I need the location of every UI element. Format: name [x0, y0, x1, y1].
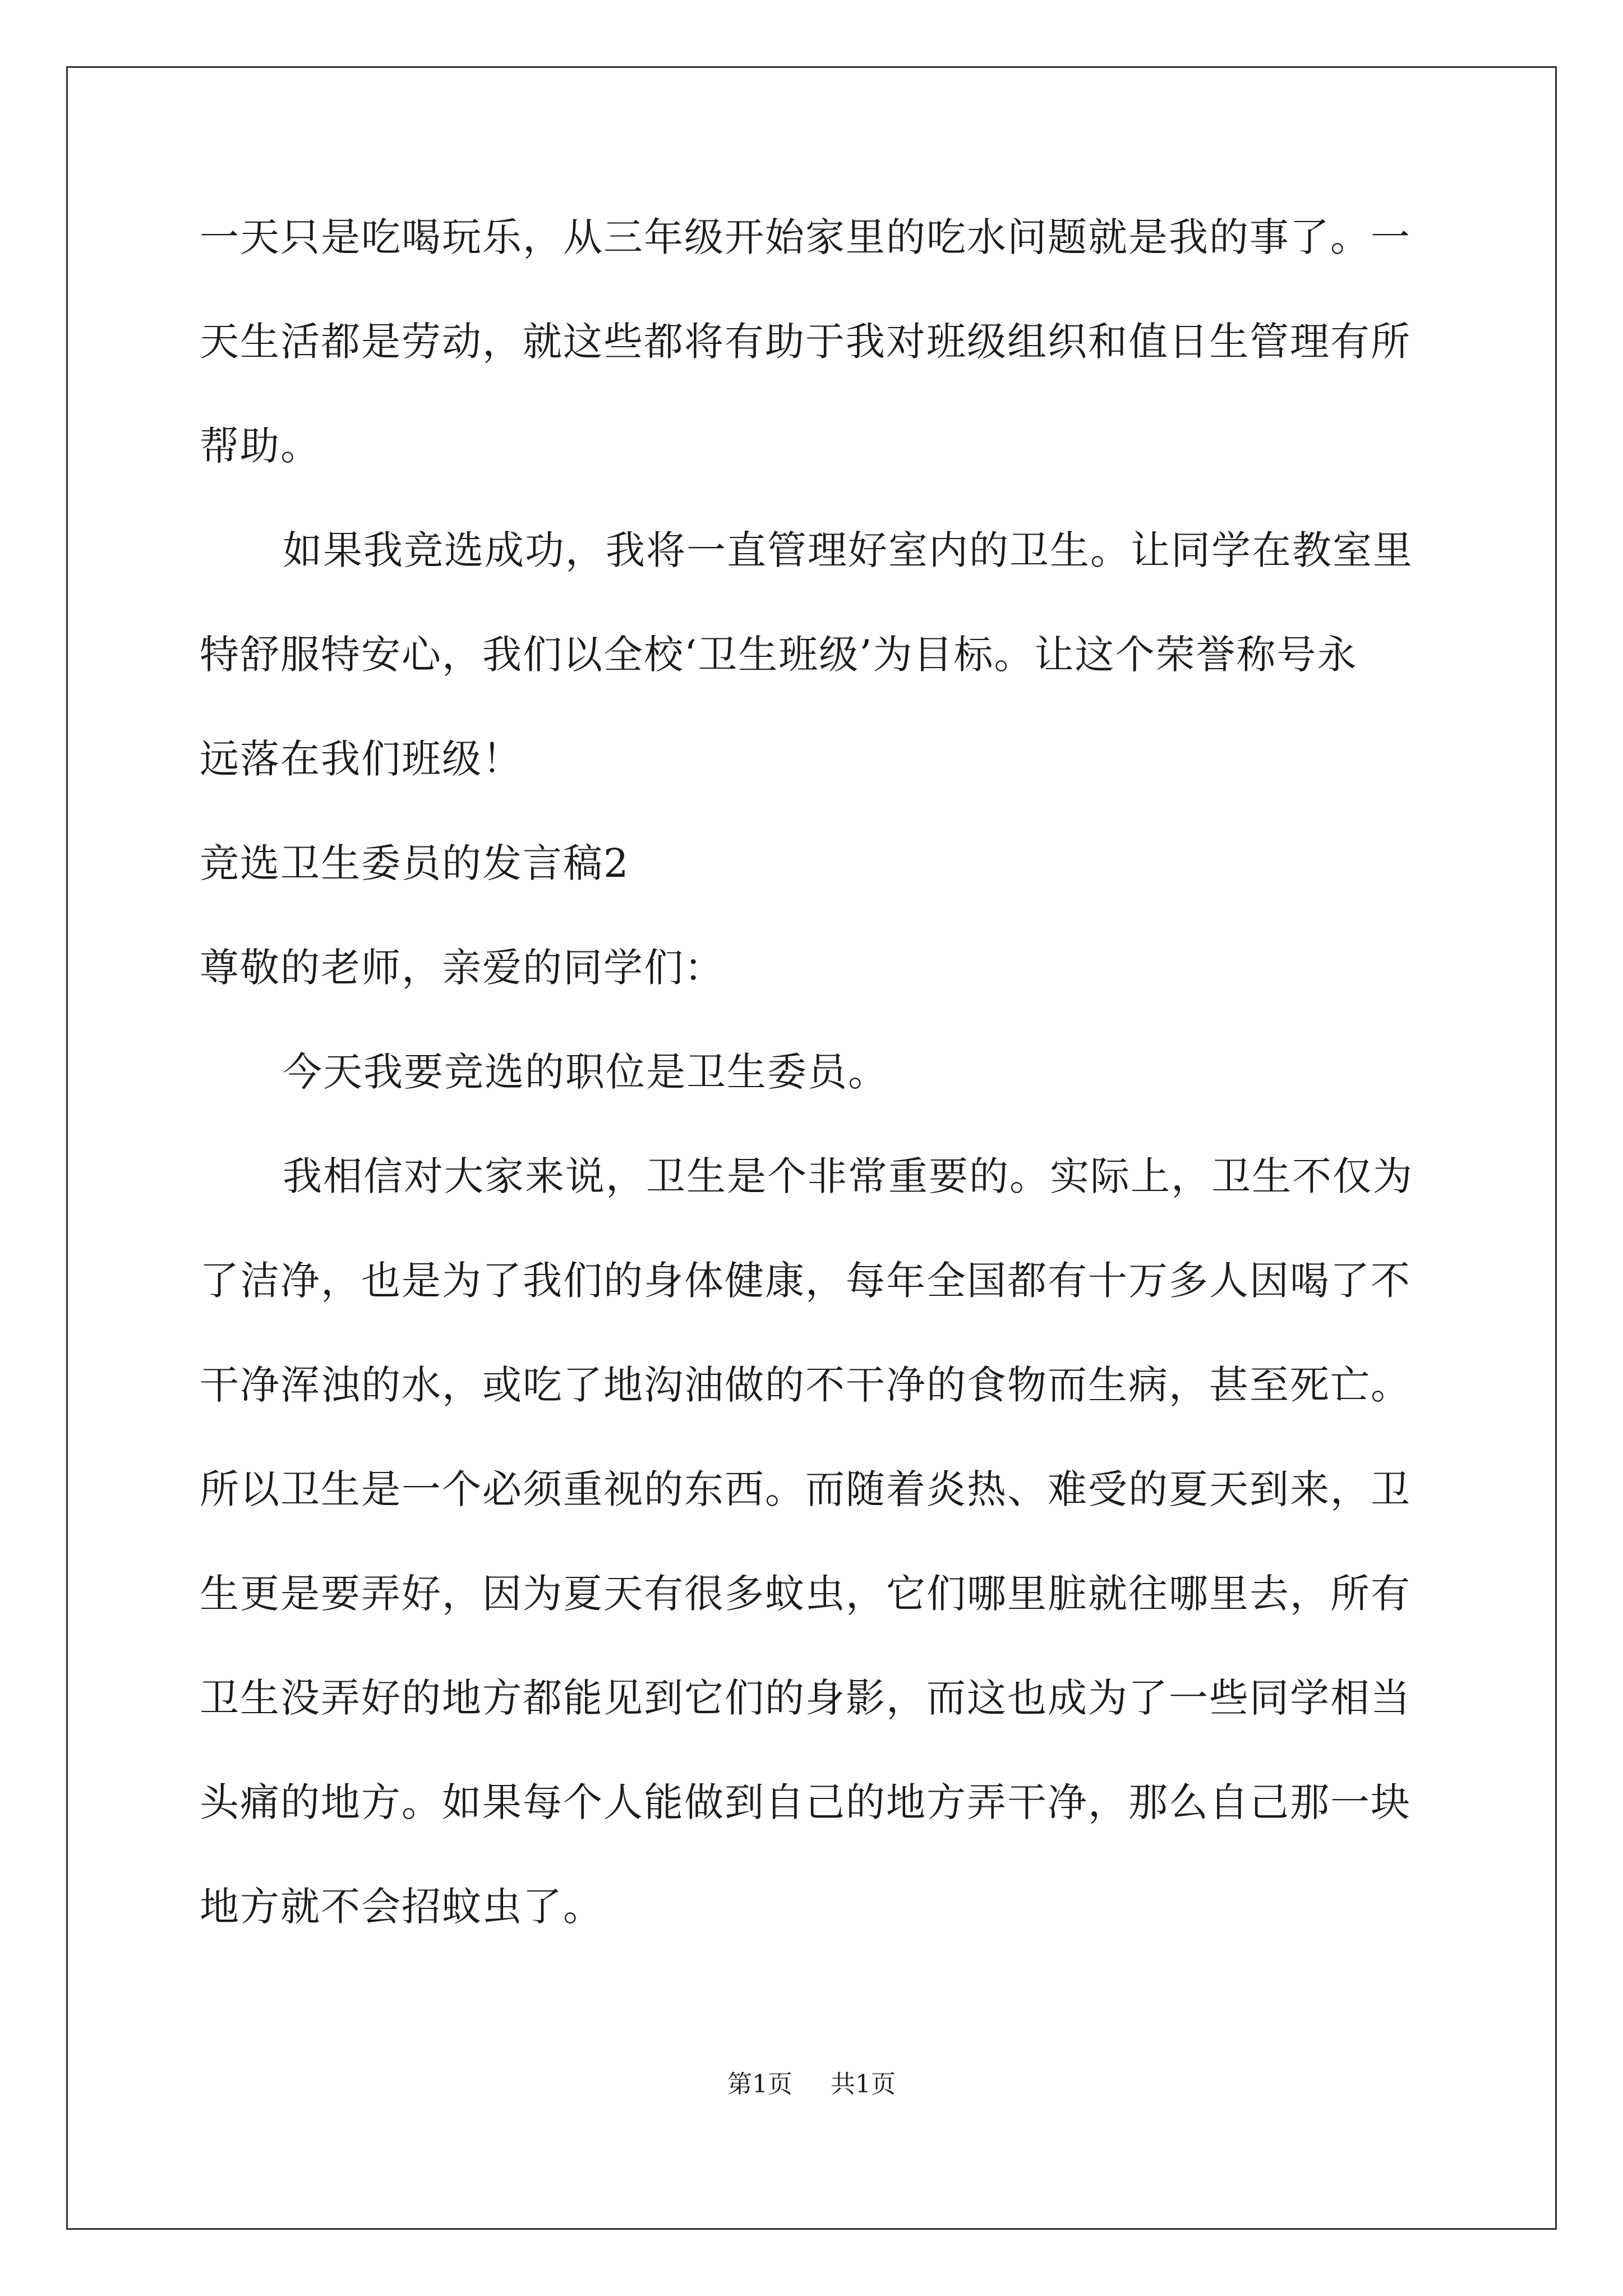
- text-line: 了洁净，也是为了我们的身体健康，每年全国都有十万多人因喝了不: [200, 1258, 1411, 1304]
- text-line: 特舒服特安心，我们以全校‘卫生班级’为目标。让这个荣誉称号永: [200, 632, 1358, 678]
- page-footer: [0, 2068, 1623, 2101]
- text-line: 卫生没弄好的地方都能见到它们的身影，而这也成为了一些同学相当: [200, 1675, 1411, 1721]
- text-line: 干净浑浊的水，或吃了地沟油做的不干净的食物而生病，甚至死亡。: [200, 1362, 1411, 1408]
- section-heading: 竞选卫生委员的发言稿2: [200, 840, 630, 886]
- page-count: 共1页: [831, 2070, 896, 2099]
- text-line: 所以卫生是一个必须重视的东西。而随着炎热、难受的夏天到来，卫: [200, 1466, 1411, 1512]
- text-line: 今天我要竞选的职位是卫生委员。: [283, 1049, 888, 1095]
- text-line: 我相信对大家来说，卫生是个非常重要的。实际上，卫生不仅为: [283, 1153, 1413, 1199]
- text-line: 天生活都是劳动，就这些都将有助于我对班级组织和值日生管理有所: [200, 319, 1411, 365]
- text-line: 头痛的地方。如果每个人能做到自己的地方弄干净，那么自己那一块: [200, 1779, 1411, 1825]
- text-line: 生更是要弄好，因为夏天有很多蚊虫，它们哪里脏就往哪里去，所有: [200, 1571, 1411, 1617]
- text-line: 一天只是吃喝玩乐，从三年级开始家里的吃水问题就是我的事了。一: [200, 214, 1411, 260]
- text-line: 如果我竞选成功，我将一直管理好室内的卫生。让同学在教室里: [283, 527, 1413, 573]
- text-line: 远落在我们班级！: [200, 736, 523, 782]
- salutation: 尊敬的老师，亲爱的同学们：: [200, 945, 725, 991]
- page-number: 第1页: [727, 2070, 792, 2099]
- text-line: 帮助。: [200, 423, 321, 469]
- text-line: 地方就不会招蚊虫了。: [200, 1884, 603, 1930]
